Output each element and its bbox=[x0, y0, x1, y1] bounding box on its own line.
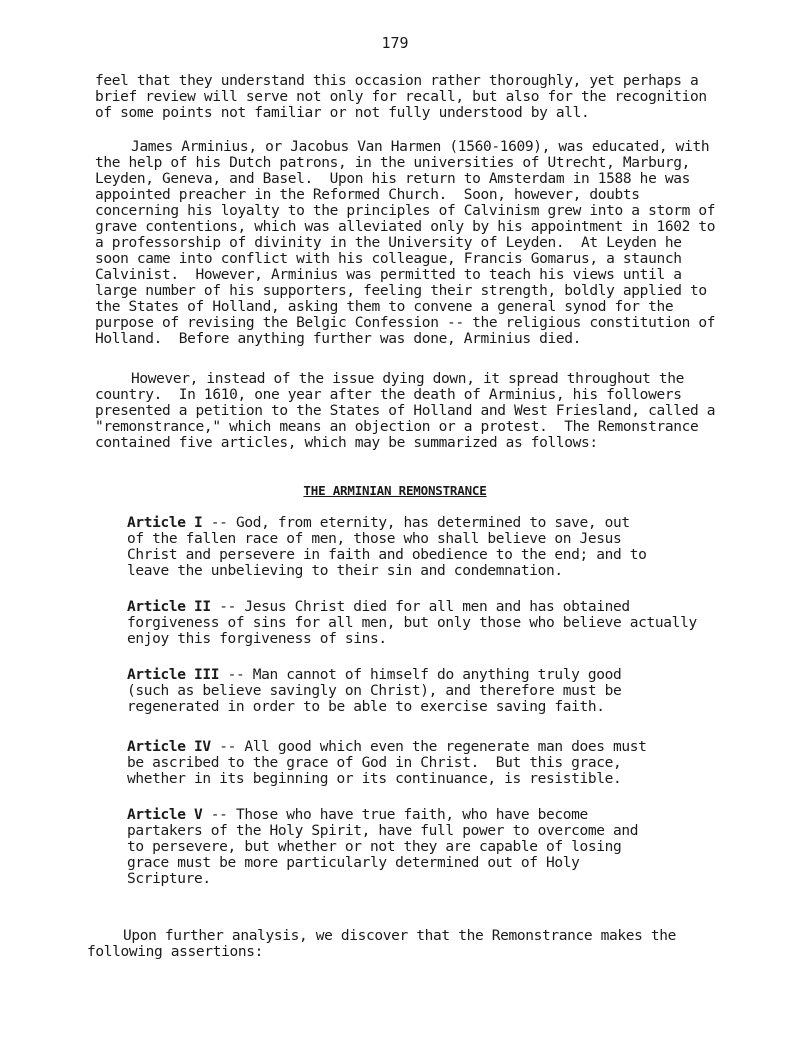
text-line: presented a petition to the States of Holland and West Friesland, called a bbox=[95, 403, 716, 419]
text-line: of some points not familiar or not fully understood by all. bbox=[95, 105, 590, 121]
article-label: Article II bbox=[127, 599, 211, 615]
article-first-line bbox=[127, 600, 630, 616]
text-line: be ascribed to the grace of God in Christ. But this grace, bbox=[127, 755, 622, 771]
article-first-line bbox=[127, 808, 588, 824]
text-line: leave the unbelieving to their sin and condemnation. bbox=[127, 563, 563, 579]
text-line: However, instead of the issue dying down, it spread throughout the bbox=[131, 371, 685, 387]
text-line: soon came into conflict with his colleague, Francis Gomarus, a staunch bbox=[95, 251, 682, 267]
article-label: Article V bbox=[127, 807, 203, 823]
text-line: contained five articles, which may be summarized as follows: bbox=[95, 435, 598, 451]
text-line: brief review will serve not only for recall, but also for the recognition bbox=[95, 89, 707, 105]
article-label: Article IV bbox=[127, 739, 211, 755]
text-line: following assertions: bbox=[87, 944, 263, 960]
text-line: the States of Holland, asking them to convene a general synod for the bbox=[95, 299, 674, 315]
article-first-line bbox=[127, 516, 630, 532]
article-text: -- Those who have true faith, who have become bbox=[202, 807, 588, 823]
text-line: regenerated in order to be able to exercise saving faith. bbox=[127, 699, 605, 715]
text-line: Upon further analysis, we discover that the Remonstrance makes the bbox=[123, 928, 677, 944]
text-line: Scripture. bbox=[127, 871, 211, 887]
text-line: James Arminius, or Jacobus Van Harmen (1560-1609), was educated, with bbox=[131, 139, 710, 155]
text-line: Calvinist. However, Arminius was permitted to teach his views until a bbox=[95, 267, 682, 283]
text-line: grace must be more particularly determined out of Holy bbox=[127, 855, 580, 871]
article-label: Article III bbox=[127, 667, 220, 683]
text-line: to persevere, but whether or not they are capable of losing bbox=[127, 839, 622, 855]
text-line: concerning his loyalty to the principles of Calvinism grew into a storm of bbox=[95, 203, 716, 219]
article-text: -- All good which even the regenerate man does must bbox=[210, 739, 647, 755]
text-line: enjoy this forgiveness of sins. bbox=[127, 631, 387, 647]
article-first-line bbox=[127, 668, 621, 684]
text-line: the help of his Dutch patrons, in the universities of Utrecht, Marburg, bbox=[95, 155, 690, 171]
article-text: -- God, from eternity, has determined to save, out bbox=[202, 515, 630, 531]
text-line: country. In 1610, one year after the death of Arminius, his followers bbox=[95, 387, 682, 403]
text-line: large number of his supporters, feeling their strength, boldly applied to bbox=[95, 283, 707, 299]
text-line: a professorship of divinity in the University of Leyden. At Leyden he bbox=[95, 235, 682, 251]
article-text: -- Jesus Christ died for all men and has obtained bbox=[210, 599, 630, 615]
article-first-line bbox=[127, 740, 647, 756]
text-line: appointed preacher in the Reformed Church. Soon, however, doubts bbox=[95, 187, 640, 203]
text-line: (such as believe savingly on Christ), and therefore must be bbox=[127, 683, 622, 699]
text-line: whether in its beginning or its continuance, is resistible. bbox=[127, 771, 622, 787]
article-text: -- Man cannot of himself do anything truly good bbox=[219, 667, 622, 683]
text-line: feel that they understand this occasion rather thoroughly, yet perhaps a bbox=[95, 73, 699, 89]
section-heading: THE ARMINIAN REMONSTRANCE bbox=[303, 483, 487, 498]
page-number: 179 bbox=[381, 34, 409, 52]
text-line: of the fallen race of men, those who shall believe on Jesus bbox=[127, 531, 622, 547]
text-line: partakers of the Holy Spirit, have full power to overcome and bbox=[127, 823, 639, 839]
text-line: forgiveness of sins for all men, but only those who believe actually bbox=[127, 615, 697, 631]
text-line: Holland. Before anything further was done, Arminius died. bbox=[95, 331, 582, 347]
text-line: Christ and persevere in faith and obedience to the end; and to bbox=[127, 547, 647, 563]
article-label: Article I bbox=[127, 515, 203, 531]
text-line: Leyden, Geneva, and Basel. Upon his return to Amsterdam in 1588 he was bbox=[95, 171, 690, 187]
text-line: "remonstrance," which means an objection or a protest. The Remonstrance bbox=[95, 419, 699, 435]
text-line: purpose of revising the Belgic Confession -- the religious constitution of bbox=[95, 315, 716, 331]
text-line: grave contentions, which was alleviated only by his appointment in 1602 to bbox=[95, 219, 716, 235]
